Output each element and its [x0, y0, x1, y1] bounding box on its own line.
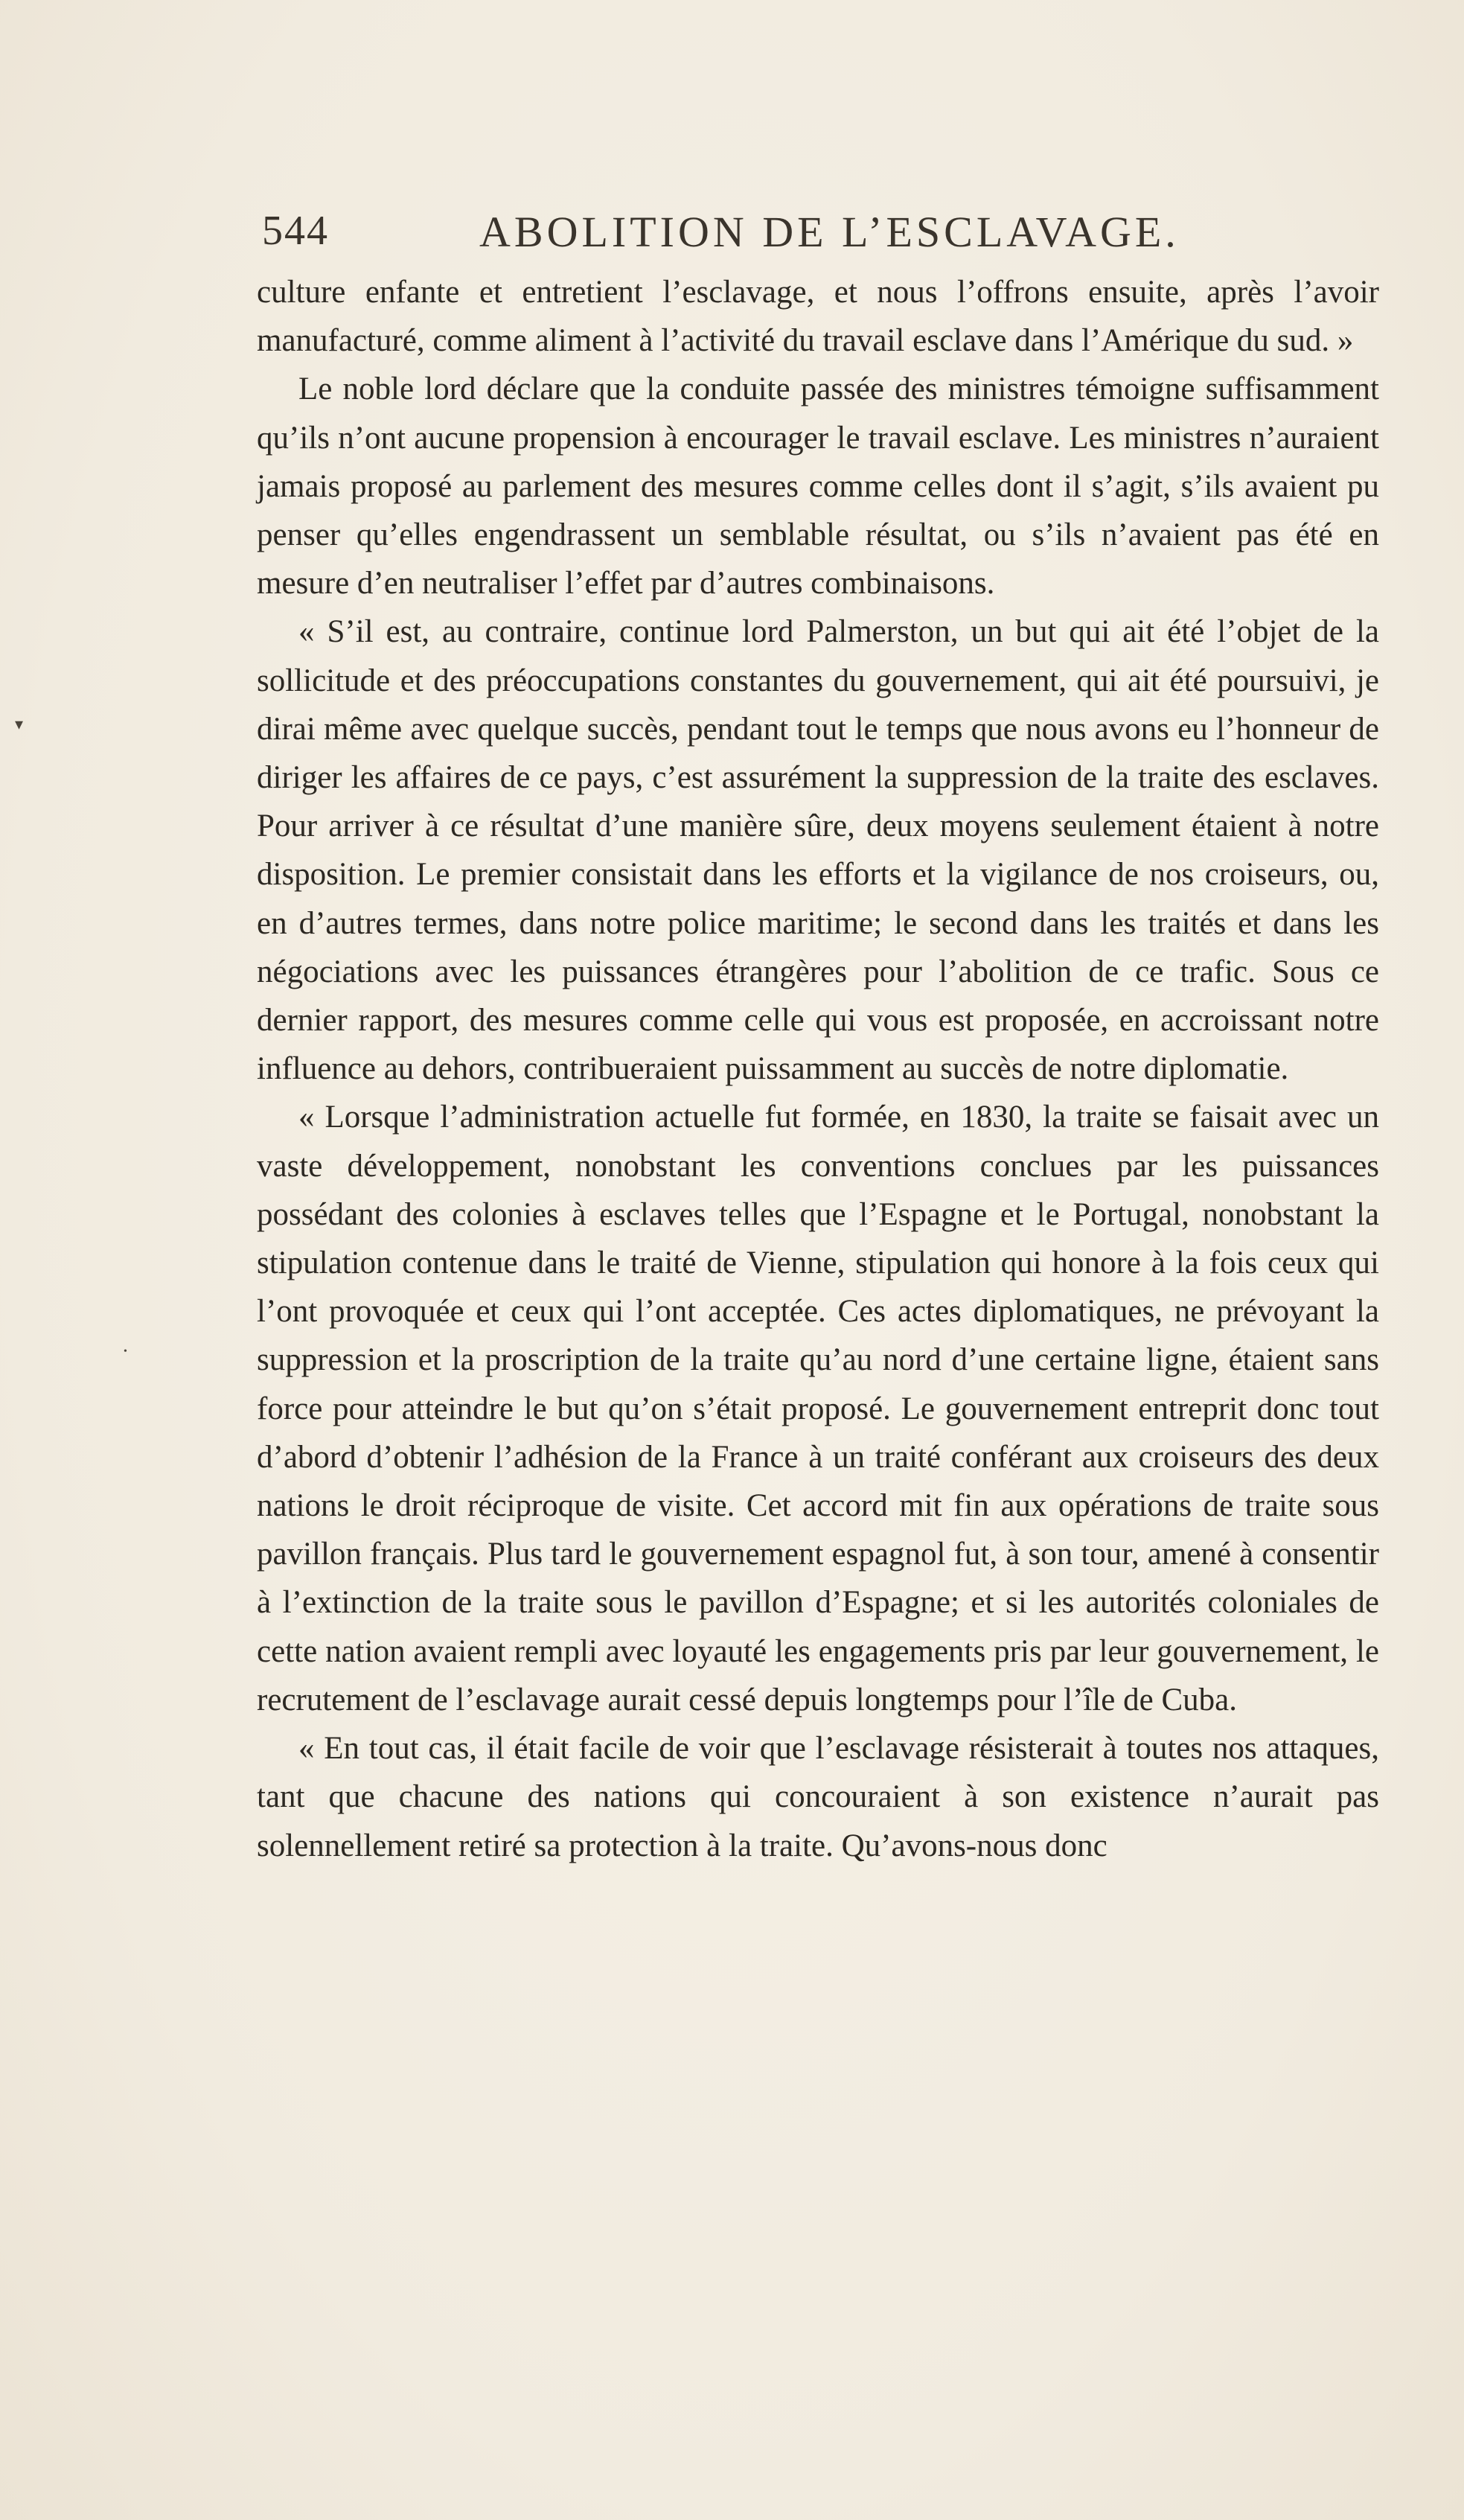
- body-text: [257, 268, 1379, 1870]
- paragraph: « Lorsque l’administration actuelle fut formée, en 1830, la traite se faisait avec un vaste développement, nonobstant les conventions conclues par les puissances possédant des colonies à esclaves telles que l’Espagne et le Portugal, nonobstant la stipulation contenue dans le traité de Vienne, stipulation qui honore à la fois ceux qui l’ont provoquée et ceux qui l’ont acceptée. Ces actes diplomatiques, ne prévoyant la suppression et la proscription de la traite qu’au nord d’une certaine ligne, étaient sans force pour atteindre le but qu’on s’était proposé. Le gouvernement entreprit donc tout d’abord d’obtenir l’adhésion de la France à un traité conférant aux croiseurs des deux nations le droit réciproque de visite. Cet accord mit fin aux opérations de traite sous pavillon français. Plus tard le gouvernement espagnol fut, à son tour, amené à consentir à l’extinction de la traite sous le pavillon d’Espagne; et si les autorités coloniales de cette nation avaient rempli avec loyauté les engagements pris par leur gouvernement, le recrutement de l’esclavage aurait cessé depuis longtemps pour l’île de Cuba.: [257, 1100, 1379, 1717]
- margin-mark: ▾: [15, 715, 24, 733]
- margin-mark: •: [124, 1346, 127, 1357]
- paragraph: « S’il est, au contraire, continue lord Palmerston, un but qui ait été l’objet de la sollicitude et des préoccupations constantes du gouvernement, qui ait été poursuivi, je dirai même avec quelque succès, pendant tout le temps que nous avons eu l’honneur de diriger les affaires de ce pays, c’est assurément la suppression de la traite des esclaves. Pour arriver à ce résultat d’une manière sûre, deux moyens seulement étaient à notre disposition. Le premier consistait dans les efforts et la vigilance de nos croiseurs, ou, en d’autres termes, dans notre police maritime; le second dans les traités et dans les négociations avec les puissances étrangères pour l’abolition de ce trafic. Sous ce dernier rapport, des mesures comme celle qui vous est proposée, en accroissant notre influence au dehors, contribueraient puissamment au succès de notre diplomatie.: [257, 614, 1379, 1087]
- page-number: 544: [262, 208, 329, 254]
- running-title: ABOLITION DE L’ESCLAVAGE.: [479, 208, 1180, 256]
- paragraph: culture enfante et entretient l’esclavage, et nous l’offrons ensuite, après l’avoir manufacturé, comme aliment à l’activité du travail esclave dans l’Amérique du sud. »: [257, 275, 1379, 359]
- paragraph: Le noble lord déclare que la conduite passée des ministres témoigne suffisamment qu’ils n’ont aucune propension à encourager le travail esclave. Les ministres n’auraient jamais proposé au parlement des mesures comme celles dont il s’agit, s’ils avaient pu penser qu’elles engendrassent un semblable résultat, ou s’ils n’avaient pas été en mesure d’en neutraliser l’effet par d’autres combinaisons.: [257, 371, 1379, 602]
- page-header: [262, 201, 1200, 268]
- paragraph: « En tout cas, il était facile de voir que l’esclavage résisterait à toutes nos attaques, tant que chacune des nations qui concouraient à son existence n’aurait pas solennellement retiré sa protection à la traite. Qu’avons-nous donc: [257, 1731, 1379, 1863]
